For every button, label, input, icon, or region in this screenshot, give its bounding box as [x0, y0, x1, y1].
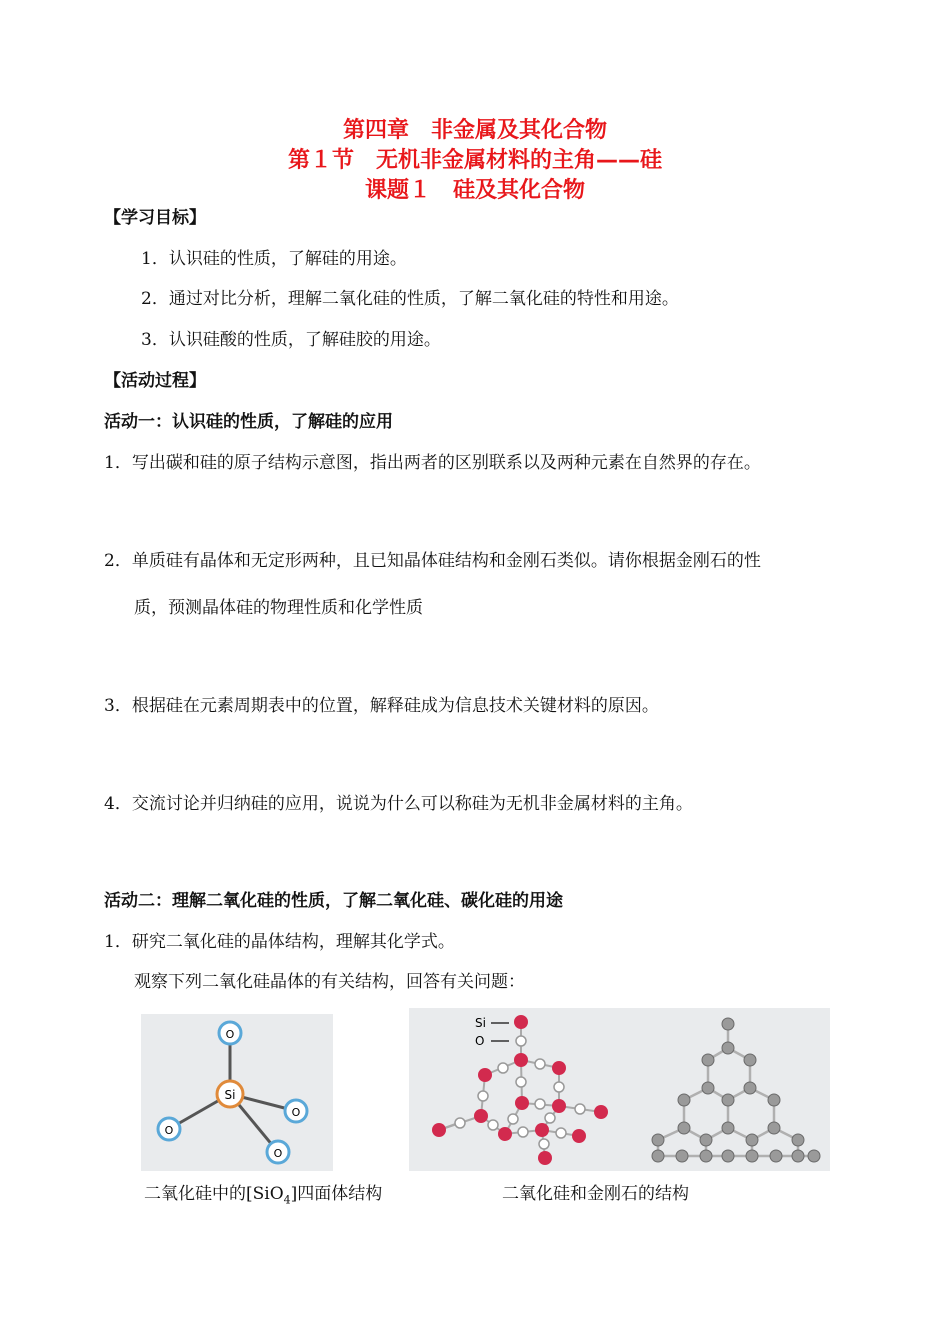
- goal-item-1: 1．认识硅的性质，了解硅的用途。: [141, 249, 407, 269]
- carbon-atom: [722, 1018, 734, 1030]
- sio2-lattice-figure: [409, 1008, 628, 1171]
- silicon-atom: [514, 1015, 528, 1029]
- carbon-atom: [746, 1134, 758, 1146]
- legend-si-label: Si: [475, 1016, 486, 1030]
- goal-item-3: 3．认识硅酸的性质，了解硅胶的用途。: [141, 330, 441, 350]
- sio4-tetrahedron-figure: [141, 1014, 333, 1171]
- carbon-atom: [652, 1150, 664, 1162]
- carbon-atom: [678, 1094, 690, 1106]
- carbon-atom: [744, 1054, 756, 1066]
- carbon-atom: [722, 1150, 734, 1162]
- carbon-atom: [700, 1134, 712, 1146]
- goals-heading: 【学习目标】: [104, 208, 206, 228]
- carbon-atom: [768, 1122, 780, 1134]
- carbon-atom: [744, 1082, 756, 1094]
- silicon-atom: [538, 1151, 552, 1165]
- carbon-atom: [808, 1150, 820, 1162]
- oxygen-label: O: [164, 1124, 174, 1137]
- section-title: 第１节 无机非金属材料的主角——硅: [287, 148, 662, 173]
- legend-o-label: O: [475, 1034, 485, 1048]
- activity2-question-1: 1．研究二氧化硅的晶体结构，理解其化学式。: [104, 932, 455, 952]
- carbon-atom: [678, 1122, 690, 1134]
- carbon-atom: [700, 1150, 712, 1162]
- activity1-question-3: 3．根据硅在元素周期表中的位置，解释硅成为信息技术关键材料的原因。: [104, 696, 659, 716]
- carbon-atom: [702, 1082, 714, 1094]
- chapter-title: 第四章 非金属及其化合物: [342, 118, 607, 143]
- silicon-atom: [514, 1053, 528, 1067]
- tetrahedron-diagram: [141, 1014, 333, 1171]
- silicon-atom: [535, 1123, 549, 1137]
- activity1-question-2-cont: 质，预测晶体硅的物理性质和化学性质: [134, 598, 423, 618]
- lesson-title: 课题１ 硅及其化合物: [364, 178, 585, 203]
- silicon-atom: [515, 1096, 529, 1110]
- oxygen-label: O: [273, 1147, 283, 1160]
- goal-item-2: 2．通过对比分析，理解二氧化硅的性质，了解二氧化硅的特性和用途。: [141, 289, 679, 309]
- diamond-lattice-figure: [628, 1008, 830, 1171]
- silicon-atom: [498, 1127, 512, 1141]
- carbon-atom: [652, 1134, 664, 1146]
- oxygen-label: O: [225, 1028, 235, 1041]
- activity2-heading: 活动二：理解二氧化硅的性质，了解二氧化硅、碳化硅的用途: [104, 891, 563, 911]
- silicon-atom: [594, 1105, 608, 1119]
- activity1-heading: 活动一：认识硅的性质，了解硅的应用: [104, 412, 393, 432]
- silicon-label: Si: [224, 1088, 236, 1102]
- carbon-atom: [702, 1054, 714, 1066]
- oxygen-label: O: [291, 1106, 301, 1119]
- silicon-atom: [552, 1099, 566, 1113]
- carbon-atom: [792, 1134, 804, 1146]
- process-heading: 【活动过程】: [104, 371, 206, 391]
- activity1-question-4: 4．交流讨论并归纳硅的应用，说说为什么可以称硅为无机非金属材料的主角。: [104, 794, 693, 814]
- activity2-question-1-sub: 观察下列二氧化硅晶体的有关结构，回答有关问题：: [134, 972, 525, 992]
- silicon-atom: [432, 1123, 446, 1137]
- activity1-question-1: 1．写出碳和硅的原子结构示意图，指出两者的区别联系以及两种元素在自然界的存在。: [104, 453, 761, 473]
- carbon-atom: [722, 1122, 734, 1134]
- carbon-atom: [676, 1150, 688, 1162]
- sio2-lattice-diagram: [409, 1008, 628, 1171]
- carbon-atom: [722, 1094, 734, 1106]
- silicon-atom: [478, 1068, 492, 1082]
- carbon-atom: [770, 1150, 782, 1162]
- caption-lattice: 二氧化硅和金刚石的结构: [502, 1184, 689, 1204]
- silicon-atom: [572, 1129, 586, 1143]
- carbon-atom: [768, 1094, 780, 1106]
- caption-tetrahedron: 二氧化硅中的[SiO$_4$]四面体结构: [144, 1184, 383, 1207]
- activity1-question-2: 2．单质硅有晶体和无定形两种，且已知晶体硅结构和金刚石类似。请你根据金刚石的性: [104, 551, 761, 571]
- diamond-lattice-diagram: [628, 1008, 830, 1171]
- carbon-atom: [746, 1150, 758, 1162]
- carbon-atom: [722, 1042, 734, 1054]
- silicon-atom: [552, 1061, 566, 1075]
- carbon-atom: [792, 1150, 804, 1162]
- silicon-atom: [474, 1109, 488, 1123]
